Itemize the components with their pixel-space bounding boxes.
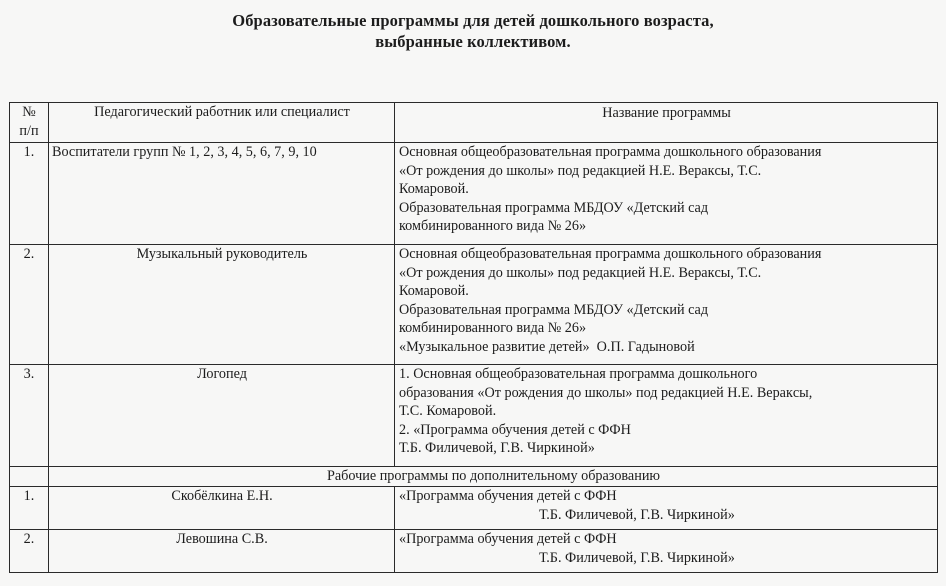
program-line: Образовательная программа МБДОУ «Детский сад (399, 301, 709, 318)
row-worker: Музыкальный руководитель (49, 245, 395, 365)
program-line: комбинированного вида № 26» (399, 320, 587, 336)
row-worker: Левошина С.В. (49, 530, 395, 573)
program-line: Т.Б. Филичевой, Г.В. Чиркиной» (399, 440, 595, 456)
row-num: 2. (10, 245, 49, 365)
table-row (10, 487, 938, 530)
row-program (395, 143, 938, 245)
row-num: 2. (10, 530, 49, 573)
row-num: 1. (10, 487, 49, 530)
title-line-1: Образовательные программы для детей дошкольного возраста, (232, 11, 714, 30)
row-program (395, 530, 938, 573)
program-line: Комаровой. (399, 283, 469, 299)
row-program (395, 365, 938, 467)
program-line: Т.Б. Филичевой, Г.В. Чиркиной» (539, 506, 735, 523)
document-title (0, 10, 946, 52)
section-title: Рабочие программы по дополнительному образованию (49, 467, 938, 487)
program-line: «Программа обучения детей с ФФН (399, 488, 617, 504)
programs-table (9, 102, 938, 573)
title-line-2: выбранные коллективом. (375, 32, 571, 51)
program-line: Т.С. Комаровой. (399, 403, 497, 419)
program-line: образования «От рождения до школы» под редакцией Н.Е. Веракcы, (399, 384, 813, 401)
row-num: 1. (10, 143, 49, 245)
program-line: «Программа обучения детей с ФФН (399, 531, 617, 547)
table-header-row (10, 103, 938, 143)
program-line: Т.Б. Филичевой, Г.В. Чиркиной» (539, 549, 735, 566)
header-num-line2: п/п (19, 122, 39, 139)
program-line: Основная общеобразовательная программа дошкольного образования (399, 144, 822, 160)
program-line: Основная общеобразовательная программа дошкольного образования (399, 246, 822, 262)
section-num-empty (10, 467, 49, 487)
program-line: Образовательная программа МБДОУ «Детский сад (399, 199, 709, 216)
row-program (395, 487, 938, 530)
row-worker: Логопед (49, 365, 395, 467)
header-num-line1: № (22, 104, 36, 120)
table-row (10, 143, 938, 245)
header-num (10, 103, 49, 143)
table-row (10, 245, 938, 365)
section-header-row (10, 467, 938, 487)
row-worker: Воспитатели групп № 1, 2, 3, 4, 5, 6, 7, 9, 10 (49, 143, 395, 245)
row-program (395, 245, 938, 365)
program-line: Комаровой. (399, 181, 469, 197)
program-line: комбинированного вида № 26» (399, 218, 587, 234)
row-num: 3. (10, 365, 49, 467)
program-line: «От рождения до школы» под редакцией Н.Е. Веракcы, Т.С. (399, 162, 762, 179)
program-line: «От рождения до школы» под редакцией Н.Е. Веракcы, Т.С. (399, 264, 762, 281)
header-worker: Педагогический работник или специалист (49, 103, 395, 143)
program-line: 1. Основная общеобразовательная программа дошкольного (399, 366, 758, 382)
table-row (10, 365, 938, 467)
header-program: Название программы (395, 103, 938, 143)
program-line: «Музыкальное развитие детей» О.П. Гадыновой (399, 338, 695, 355)
row-worker: Скобёлкина Е.Н. (49, 487, 395, 530)
table-row (10, 530, 938, 573)
program-line: 2. «Программа обучения детей с ФФН (399, 421, 631, 438)
